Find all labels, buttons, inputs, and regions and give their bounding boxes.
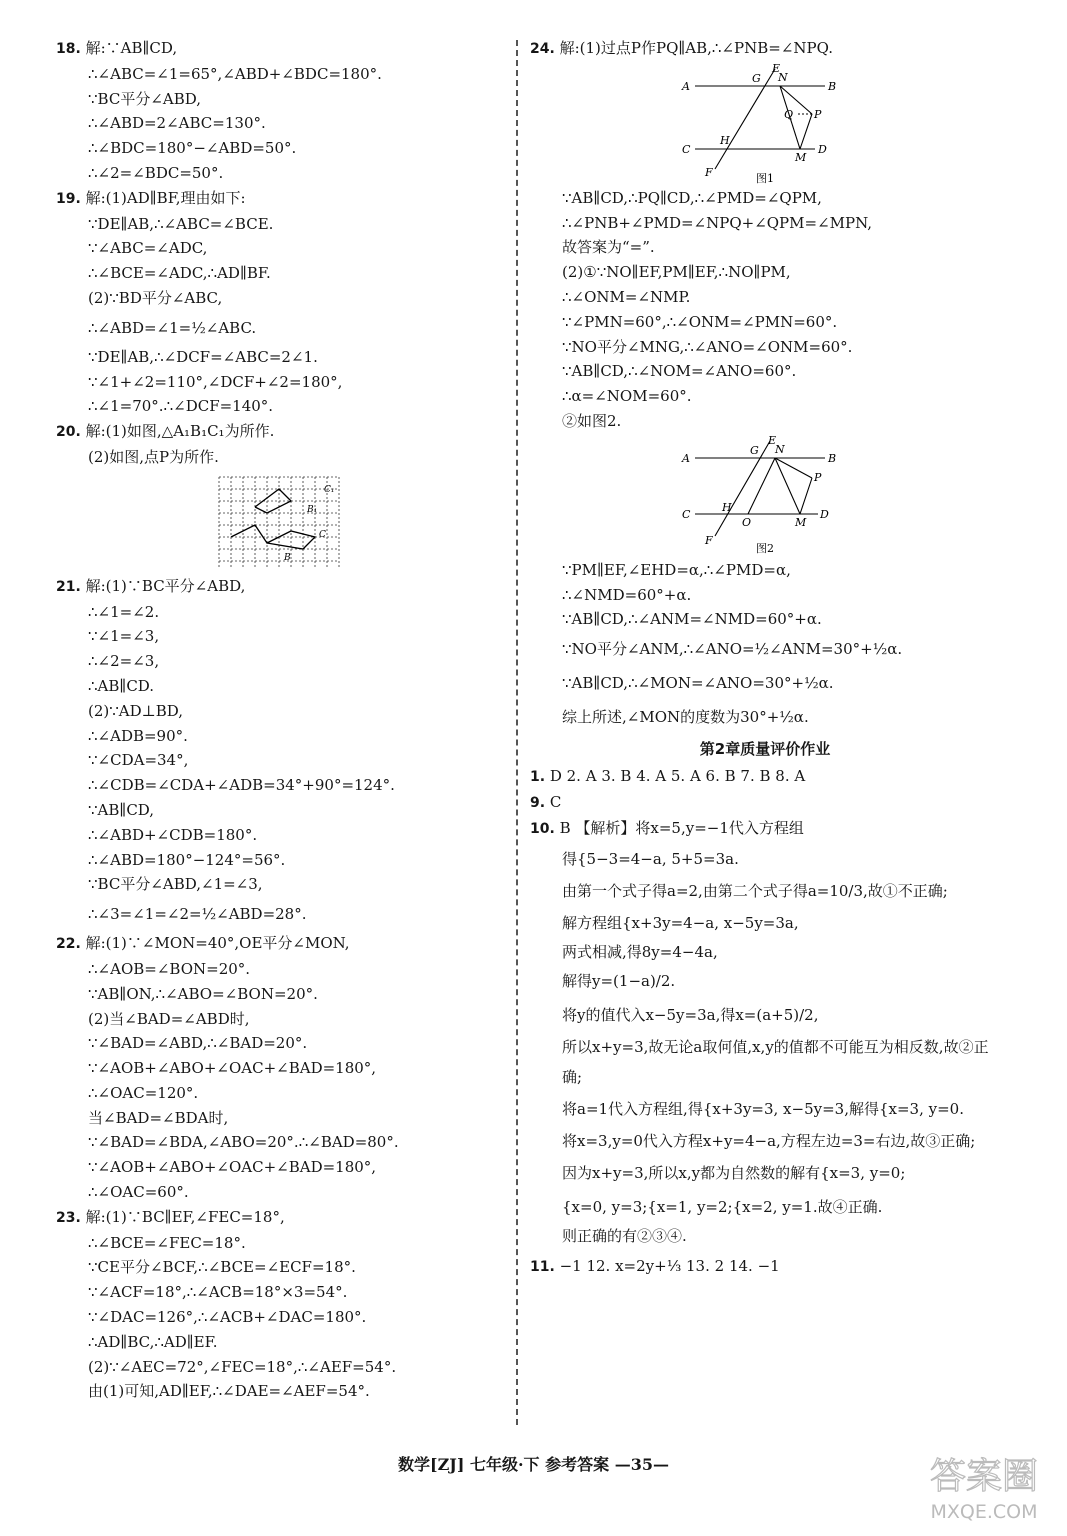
answer-line [56,1130,501,1155]
answer-line [56,62,501,87]
answer-line [56,1379,501,1404]
svg-text:E: E [772,63,781,75]
answer-line [56,1255,501,1280]
svg-text:M: M [795,515,807,529]
watermark-top: 答案圈 [929,1456,1039,1497]
answer-line [530,186,1000,211]
answer-text: −1 12. x=2y+⅓ 13. 2 14. −1 [559,1257,780,1276]
answer-text: 由第一个式子得a=2,由第二个式子得a=10/3,故①不正确; [562,881,948,900]
right-column [530,36,1000,1284]
answer-line [56,111,501,136]
answer-text: ∴∠3=∠1=∠2=½∠ABD=28°. [88,905,307,924]
answer-text: (2)∵∠AEC=72°,∠FEC=18°,∴∠AEF=54°. [88,1357,397,1376]
answer-text: ∴∠1=70°.∴∠DCF=140°. [88,397,274,416]
svg-text:Q: Q [784,107,794,121]
answer-line [56,345,501,370]
answer-line [56,286,501,311]
problem-number: 19. [56,190,81,207]
svg-text:C: C [682,507,691,521]
answer-text: ∴∠BDC=180°−∠ABD=50°. [88,139,297,158]
problem-number: 11. [530,1259,555,1276]
problem-number: 18. [56,41,81,57]
answer-text: 综上所述,∠MON的度数为30°+½α. [562,708,809,727]
answer-text: ∵CE平分∠BCF,∴∠BCE=∠ECF=18°. [88,1258,356,1277]
answer-line [530,607,1000,632]
answer-line [530,666,1000,700]
answer-line [530,285,1000,310]
svg-text:F: F [705,533,713,547]
answer-text: ∴∠ADB=90°. [88,726,188,745]
answer-text: (2)如图,点P为所作. [88,447,219,466]
svg-text:P: P [814,107,822,121]
answer-text: 则正确的有②③④. [562,1227,687,1246]
answer-line [56,394,501,419]
answer-line [56,1280,501,1305]
answer-text: ∴∠2=∠BDC=50°. [88,163,224,182]
answer-text: ∵BC平分∠ABD,∠1=∠3, [88,875,263,894]
answer-line [56,872,501,897]
answer-line [56,649,501,674]
svg-text:A: A [682,79,690,93]
svg-text:M: M [795,150,807,164]
svg-text:F: F [705,165,713,179]
svg-text:C: C [318,529,326,540]
answer-text: C [549,792,562,811]
answer-line [530,1032,1000,1092]
answer-text: 由(1)可知,AD∥EF,∴∠DAE=∠AEF=54°. [88,1382,370,1401]
answer-text: ∵NO平分∠MNG,∴∠ANO=∠ONM=60°. [562,337,853,356]
answer-line [530,906,1000,940]
column-divider [516,40,518,1425]
svg-text:N: N [778,70,788,84]
problem-line [56,574,501,600]
problem-number: 23. [56,1209,81,1226]
svg-text:B: B [283,552,291,563]
svg-text:G: G [750,443,759,457]
answer-line [530,700,1000,734]
answer-line [530,211,1000,236]
answer-line [530,384,1000,409]
answer-line [56,957,501,982]
answer-text: 解:(1)如图,△A₁B₁C₁为所作. [85,422,275,441]
answer-line [56,87,501,112]
answer-text: ∴∠BCE=∠ADC,∴AD∥BF. [88,264,271,283]
answer-text: ②如图2. [562,411,622,430]
answer-text: ∴∠CDB=∠CDA+∠ADB=34°+90°=124°. [88,776,395,795]
answer-line [56,798,501,823]
watermark-bottom: MXQE.COM [930,1501,1038,1523]
answer-text: ∴AD∥BC,∴AD∥EF. [88,1332,218,1351]
answer-text: ∵AB∥CD,∴∠NOM=∠ANO=60°. [562,362,797,381]
answer-line [56,1305,501,1330]
answer-text: ∴∠PNB+∠PMD=∠NPQ+∠QPM=∠MPN, [562,213,873,232]
answer-text: ∴∠ABD=∠1=½∠ABC. [88,318,257,337]
answer-line [530,260,1000,285]
answer-text: ∵DE∥AB,∴∠DCF=∠ABC=2∠1. [88,347,318,366]
answer-line [56,212,501,237]
svg-text:E: E [768,435,777,447]
answer-line [530,876,1000,906]
answer-line [530,1092,1000,1126]
answer-line [56,311,501,345]
answer-text: ∵AB∥CD,∴PQ∥CD,∴∠PMD=∠QPM, [562,188,822,207]
answer-text: 解得y=(1−a)/2. [562,972,676,991]
problem-line [56,186,501,212]
answer-text: 得{5−3=4−a, 5+5=3a. [562,849,739,868]
answer-line [530,409,1000,434]
answer-line [530,1156,1000,1190]
problem-line [530,36,1000,62]
answer-text: ∴AB∥CD. [88,676,155,695]
answer-line [56,1355,501,1380]
answer-text: ∴∠OAC=120°. [88,1083,199,1102]
answer-text: ∵∠AOB+∠ABO+∠OAC+∠BAD=180°, [88,1158,377,1177]
answer-text: ∵∠BAD=∠ABD,∴∠BAD=20°. [88,1034,308,1053]
answer-line [56,699,501,724]
answer-line [56,236,501,261]
answer-text: ∵∠ABC=∠ADC, [88,239,208,258]
answer-text: ∵∠PMN=60°,∴∠ONM=∠PMN=60°. [562,312,838,331]
problem-number: 24. [530,41,555,57]
answer-line [56,1081,501,1106]
answer-text: ∴α=∠NOM=60°. [562,387,692,406]
svg-text:H: H [720,133,730,147]
answer-text: 解:(1)∵BC∥EF,∠FEC=18°, [85,1207,285,1226]
figure-1-caption: 图1 [756,171,774,184]
answer-text: 故答案为“=”. [562,238,655,257]
problem-line [530,816,1000,842]
answer-text: ∴∠2=∠3, [88,652,160,671]
answer-text: (2)当∠BAD=∠ABD时, [88,1009,250,1028]
answer-line [56,370,501,395]
answer-line [56,674,501,699]
problem-line [530,790,1000,816]
answer-line [530,632,1000,666]
svg-text:H: H [722,500,732,514]
answer-text: ∵DE∥AB,∴∠ABC=∠BCE. [88,214,274,233]
answer-text: ∴∠ABD=180°−124°=56°. [88,850,286,869]
answer-line [56,136,501,161]
problem-line [56,1205,501,1231]
answer-text: 将y的值代入x−5y=3a,得x=(a+5)/2, [562,1006,819,1025]
svg-text:N: N [775,442,785,456]
svg-text:A: A [682,451,690,465]
answer-line [56,848,501,873]
watermark-logo [922,1446,1047,1526]
answer-text: 所以x+y=3,故无论a取何值,x,y的值都不可能互为相反数,故②正确; [562,1038,989,1087]
section-title: 第2章质量评价作业 [699,740,831,759]
answer-line [56,1231,501,1256]
answer-text: ∵∠CDA=34°, [88,751,189,770]
answer-text: ∵BC平分∠ABD, [88,89,202,108]
answer-text: ∴∠BCE=∠FEC=18°. [88,1233,246,1252]
answer-line [56,1180,501,1205]
answer-line [56,445,501,470]
answer-line [530,310,1000,335]
answer-line [530,964,1000,998]
answer-line [56,897,501,931]
answer-line [56,1056,501,1081]
figure-2-caption: 图2 [756,541,774,555]
answer-text: ∵AB∥CD,∴∠ANM=∠NMD=60°+α. [562,610,822,629]
answer-text: B 【解析】将x=5,y=−1代入方程组 [559,818,804,837]
problem-number: 21. [56,578,81,595]
problem-number: 1. [530,769,546,786]
problem-line [530,764,1000,790]
answer-text: ∵∠1+∠2=110°,∠DCF+∠2=180°, [88,372,343,391]
problem-line [56,36,501,62]
answer-text: D 2. A 3. B 4. A 5. A 6. B 7. B 8. A [549,767,806,786]
svg-text:C₁: C₁ [323,484,334,495]
answer-text: ∴∠ABD+∠CDB=180°. [88,825,258,844]
answer-line [56,624,501,649]
answer-text: 将a=1代入方程组,得{x+3y=3, x−5y=3,解得{x=3, y=0. [562,1100,964,1119]
answer-line [56,161,501,186]
figure-2 [680,436,850,556]
svg-text:D: D [818,142,827,156]
svg-text:G: G [752,71,761,85]
answer-line [56,261,501,286]
problem-line [56,931,501,957]
answer-line [56,823,501,848]
answer-text: ∴∠AOB=∠BON=20°. [88,959,251,978]
answer-text: ∵∠AOB+∠ABO+∠OAC+∠BAD=180°, [88,1059,377,1078]
page-footer: 数学[ZJ] 七年级·下 参考答案 —35— [398,1455,669,1474]
answer-text: (2)①∵NO∥EF,PM∥EF,∴NO∥PM, [562,263,791,282]
answer-text: ∵∠BAD=∠BDA,∠ABO=20°.∴∠BAD=80°. [88,1133,399,1152]
answer-text: 将x=3,y=0代入方程x+y=4−a,方程左边=3=右边,故③正确; [562,1132,976,1151]
answer-line [56,1007,501,1032]
answer-text: ∵∠1=∠3, [88,627,160,646]
answer-text: ∵AB∥CD, [88,800,155,819]
answer-text: 当∠BAD=∠BDA时, [88,1108,229,1127]
answer-line [56,1330,501,1355]
svg-text:C: C [682,142,691,156]
answer-text: ∴∠OAC=60°. [88,1183,189,1202]
answer-text: ∵AB∥ON,∴∠ABO=∠BON=20°. [88,984,318,1003]
answer-text: ∴∠1=∠2. [88,602,160,621]
answer-line [530,583,1000,608]
left-column [56,36,501,1404]
svg-text:B₁: B₁ [306,504,317,515]
answer-line [56,1155,501,1180]
answer-line [530,940,1000,965]
problem-line [530,1249,1000,1284]
answer-line [530,1190,1000,1224]
grid-figure [214,472,344,572]
answer-text: ∵∠ACF=18°,∴∠ACB=18°×3=54°. [88,1283,348,1302]
svg-text:D: D [820,507,829,521]
answer-text: 解:(1)∵∠MON=40°,OE平分∠MON, [85,934,350,953]
answer-line [56,982,501,1007]
problem-number: 20. [56,424,81,441]
svg-text:O: O [742,515,752,529]
answer-line [530,842,1000,876]
svg-text:B: B [828,451,837,465]
answer-text: {x=0, y=3;{x=1, y=2;{x=2, y=1.故④正确. [562,1198,883,1217]
answer-line [530,998,1000,1032]
problem-number: 10. [530,820,555,837]
problem-number: 22. [56,936,81,953]
answer-text: 解:(1)∵BC平分∠ABD, [85,576,246,595]
answer-text: ∵AB∥CD,∴∠MON=∠ANO=30°+½α. [562,674,834,693]
answer-line [530,359,1000,384]
answer-line [56,724,501,749]
problem-line [56,419,501,445]
svg-text:B: B [828,79,837,93]
answer-text: ∵NO平分∠ANM,∴∠ANO=½∠ANM=30°+½α. [562,640,903,659]
answer-text: (2)∵BD平分∠ABC, [88,288,223,307]
answer-line [56,1031,501,1056]
answer-line [530,235,1000,260]
answer-line [56,748,501,773]
answer-line [56,1106,501,1131]
problem-number: 9. [530,794,546,811]
answer-text: 解:(1)AD∥BF,理由如下: [85,188,246,207]
svg-text:P: P [814,470,822,484]
answer-line [530,1126,1000,1156]
answer-text: ∵∠DAC=126°,∴∠ACB+∠DAC=180°. [88,1308,367,1327]
answer-text: ∵PM∥EF,∠EHD=α,∴∠PMD=α, [562,560,791,579]
answer-text: ∴∠ONM=∠NMP. [562,287,691,306]
answer-text: 解方程组{x+3y=4−a, x−5y=3a, [562,913,799,932]
figure-1 [680,64,850,184]
answer-line [56,600,501,625]
answer-text: ∴∠NMD=60°+α. [562,585,692,604]
answer-text: (2)∵AD⊥BD, [88,701,184,720]
answer-line [530,335,1000,360]
answer-text: 解:∵AB∥CD, [85,39,178,57]
answer-text: 因为x+y=3,所以x,y都为自然数的解有{x=3, y=0; [562,1164,906,1183]
answer-text: ∴∠ABD=2∠ABC=130°. [88,114,266,133]
answer-text: 两式相减,得8y=4−4a, [562,942,718,961]
answer-line [530,1224,1000,1249]
answer-line [56,773,501,798]
answer-text: 解:(1)过点P作PQ∥AB,∴∠PNB=∠NPQ. [559,39,833,57]
answer-text: ∴∠ABC=∠1=65°,∠ABD+∠BDC=180°. [88,64,382,83]
answer-line [530,558,1000,583]
